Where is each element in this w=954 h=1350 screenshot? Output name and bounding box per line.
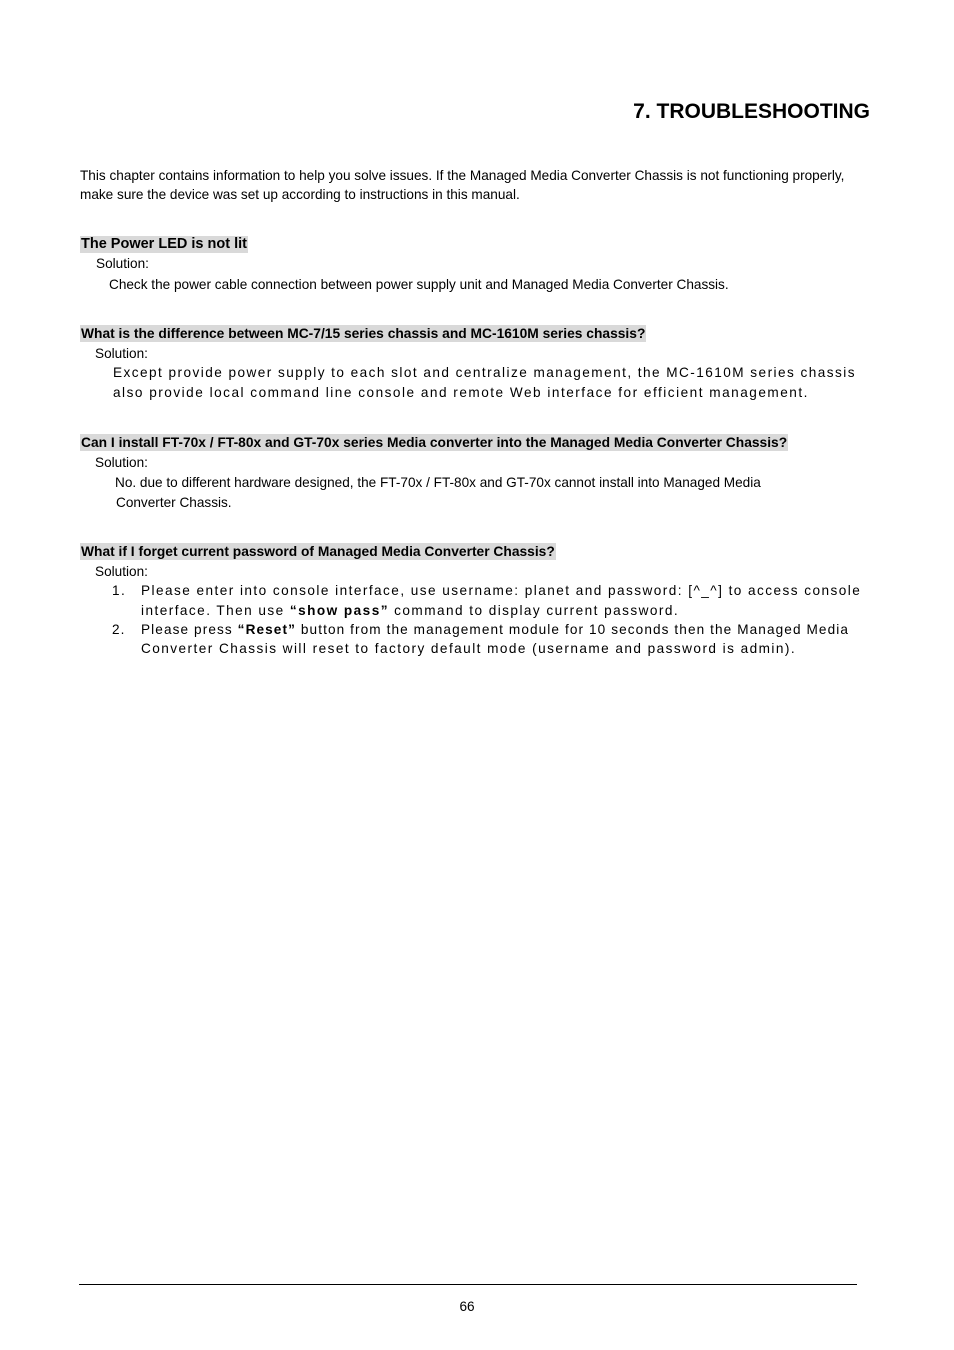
page-number: 66 bbox=[459, 1299, 475, 1314]
button-name: “Reset” bbox=[237, 622, 296, 637]
solution-text-line: also provide local command line console and remote Web interface for efficient management. bbox=[113, 385, 809, 400]
step-number: 1. bbox=[112, 583, 127, 598]
step-text: interface. Then use bbox=[141, 603, 290, 618]
section-heading: What is the difference between MC-7/15 series chassis and MC-1610M series chassis? bbox=[81, 326, 646, 341]
step-text: Please enter into console interface, use username: planet and password: [^_^] to access console bbox=[141, 583, 862, 598]
section-forgot-password bbox=[80, 543, 556, 561]
footer-divider bbox=[79, 1284, 857, 1285]
section-install-converter bbox=[80, 434, 788, 452]
chapter-title: 7. TROUBLESHOOTING bbox=[633, 100, 870, 123]
section-power-led bbox=[80, 235, 248, 253]
step-1 bbox=[112, 581, 861, 601]
section-chassis-difference bbox=[80, 325, 646, 343]
step-text: button from the management module for 10 seconds then the Managed Media bbox=[296, 622, 850, 637]
solution-text-line: Converter Chassis. bbox=[116, 495, 232, 510]
step-text: Please press bbox=[141, 622, 238, 637]
solution-label: Solution: bbox=[95, 346, 148, 361]
section-heading: The Power LED is not lit bbox=[81, 236, 247, 252]
solution-text: Check the power cable connection between power supply unit and Managed Media Converter Chassis. bbox=[109, 277, 729, 292]
step-2 bbox=[112, 620, 849, 640]
intro-paragraph: This chapter contains information to help you solve issues. If the Managed Media Converter Chassis is not functioning properly, make sure the device was set up according to instructions in this manual. bbox=[80, 168, 845, 202]
solution-text-line: Except provide power supply to each slot and centralize management, the MC-1610M series chassis bbox=[113, 365, 856, 380]
section-heading: Can I install FT-70x / FT-80x and GT-70x series Media converter into the Managed Media Converter Chassis? bbox=[81, 435, 788, 450]
step-2-continued: Converter Chassis will reset to factory default mode (username and password is admin). bbox=[141, 641, 797, 656]
step-text: command to display current password. bbox=[388, 603, 680, 618]
solution-label: Solution: bbox=[96, 256, 149, 271]
command-name: “show pass” bbox=[289, 603, 389, 618]
step-1-continued bbox=[141, 601, 679, 621]
section-heading: What if I forget current password of Managed Media Converter Chassis? bbox=[81, 544, 555, 559]
solution-label: Solution: bbox=[95, 455, 148, 470]
step-number: 2. bbox=[112, 622, 126, 637]
solution-text-line: No. due to different hardware designed, the FT-70x / FT-80x and GT-70x cannot install into Managed Media bbox=[115, 475, 761, 490]
solution-label: Solution: bbox=[95, 564, 148, 579]
